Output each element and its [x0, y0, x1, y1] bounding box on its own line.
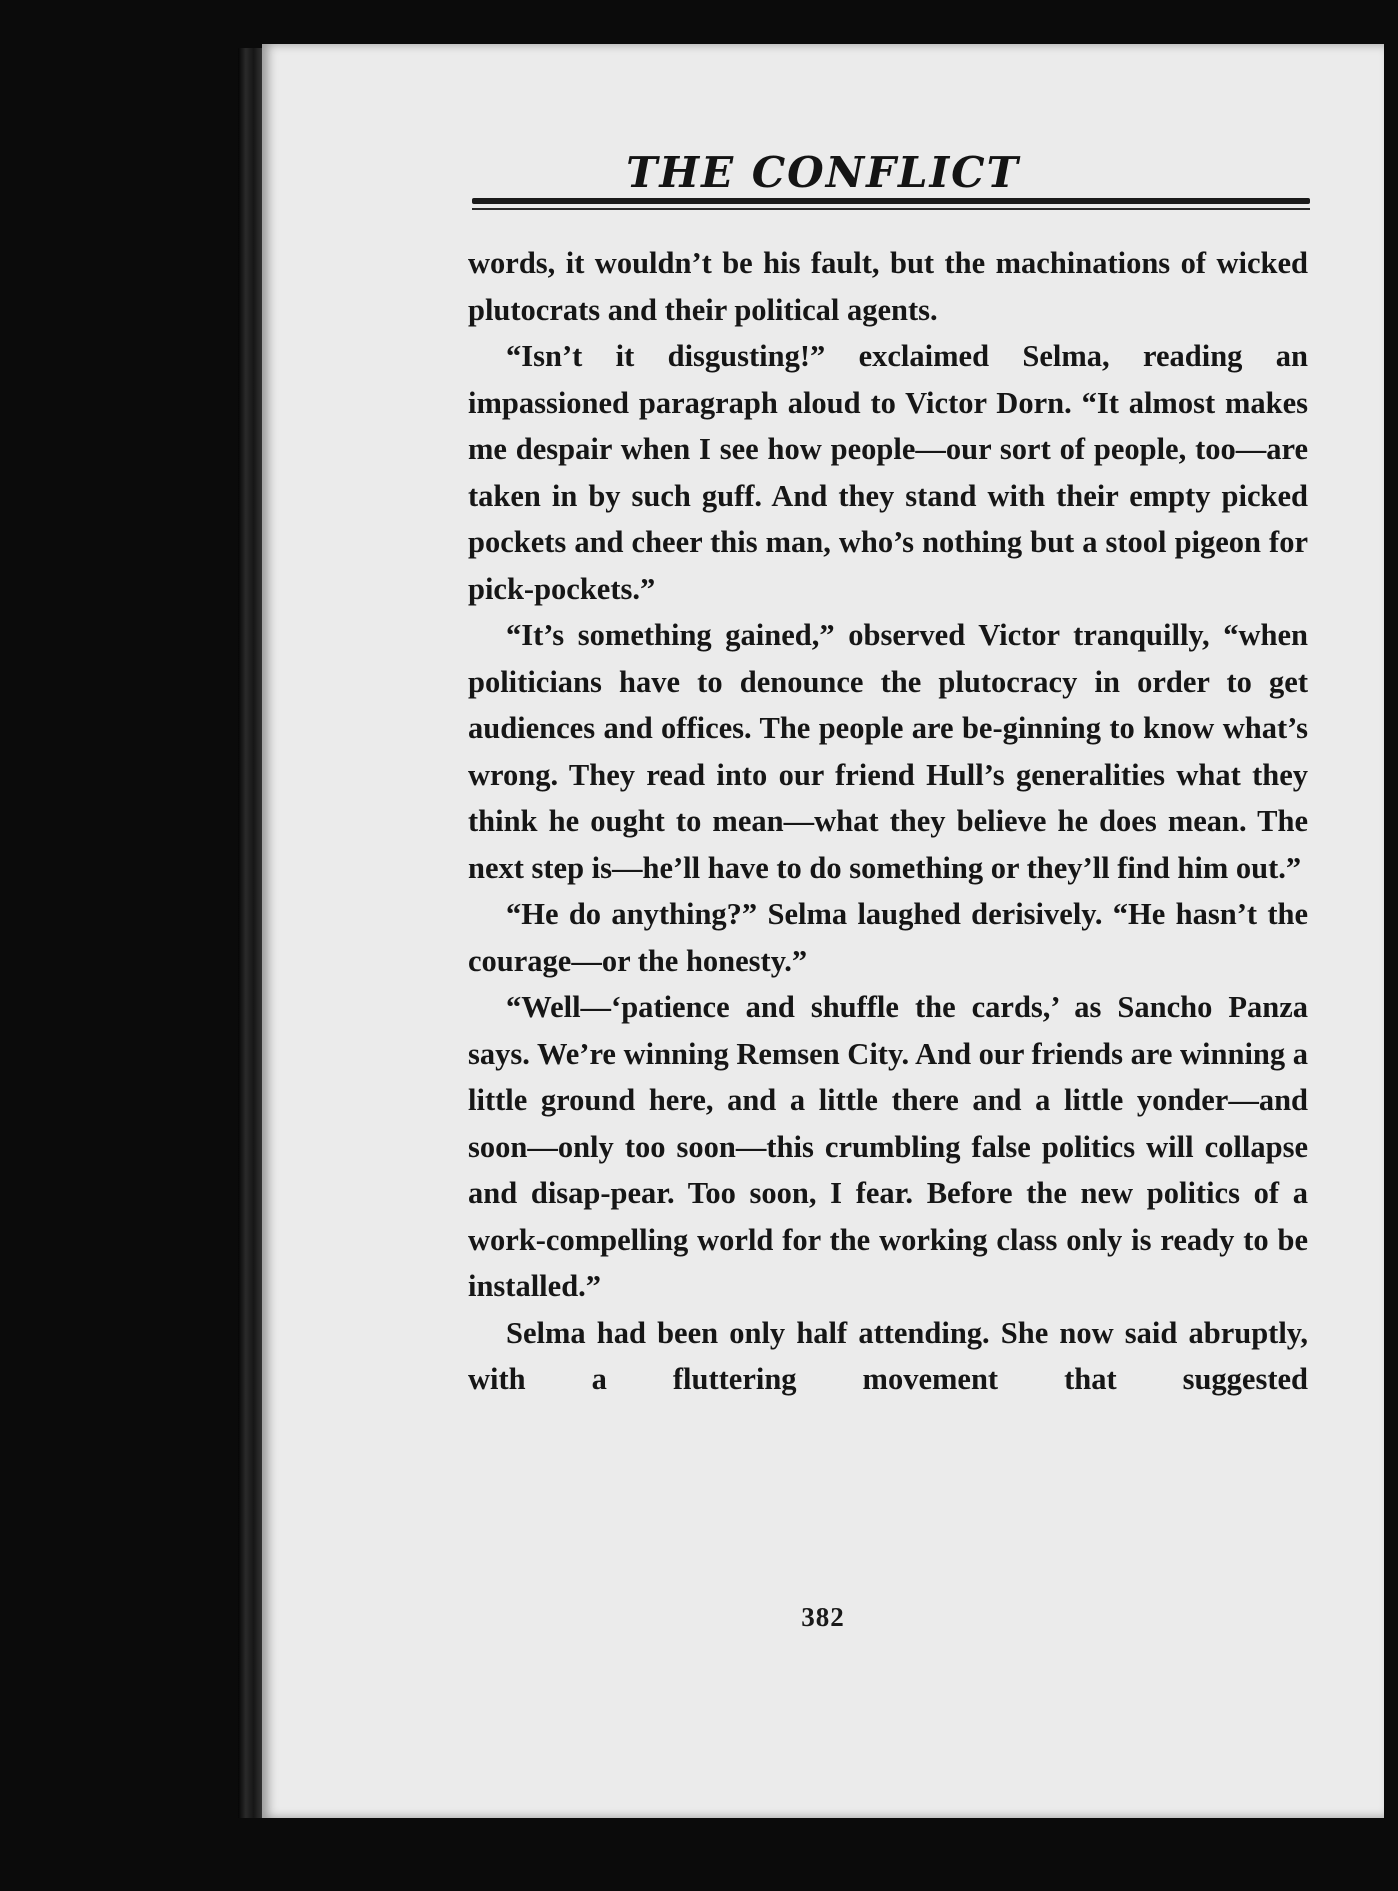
paragraph: words, it wouldn’t be his fault, but the machinations of wicked plutocrats and their political agents.: [468, 246, 1308, 327]
book-page: [262, 44, 1384, 1818]
paragraph: “Well—‘patience and shuffle the cards,’ as Sancho Panza says. We’re winning Remsen City. And our friends are winning a little ground here, and a little there and a little yonder—and soon—only too soon—this crumbling false politics will collapse and disap-pear. Too soon, I fear. Before the new politics of a work-compelling world for the working class only is ready to be installed.”: [468, 990, 1309, 1303]
header-rule-thin: [472, 208, 1310, 210]
page-number: 382: [801, 1602, 845, 1632]
scan-binding-edge: [238, 48, 264, 1818]
running-head: THE CONFLICT: [626, 148, 1020, 197]
paragraph: “He do anything?” Selma laughed derisively. “He hasn’t the courage—or the honesty.”: [468, 897, 1308, 978]
paragraph: “It’s something gained,” observed Victor tranquilly, “when politicians have to denounce the plutocracy in order to get audiences and offices. The people are be-ginning to know what’s wrong. They read into our friend Hull’s generalities what they think he ought to mean—what they believe he does mean. The next step is—he’ll have to do something or they’ll find him out.”: [468, 618, 1308, 885]
body-text: [468, 240, 1308, 1403]
paragraph: “Isn’t it disgusting!” exclaimed Selma, reading an impassioned paragraph aloud to Victor Dorn. “It almost makes me despair when I see how people—our sort of people, too—are taken in by such guff. And they stand with their empty picked pockets and cheer this man, who’s nothing but a stool pigeon for pick-pockets.”: [468, 339, 1308, 606]
header-rule-thick: [472, 198, 1310, 204]
paragraph: Selma had been only half attending. She now said abruptly, with a fluttering movement that suggested: [468, 1315, 1308, 1396]
